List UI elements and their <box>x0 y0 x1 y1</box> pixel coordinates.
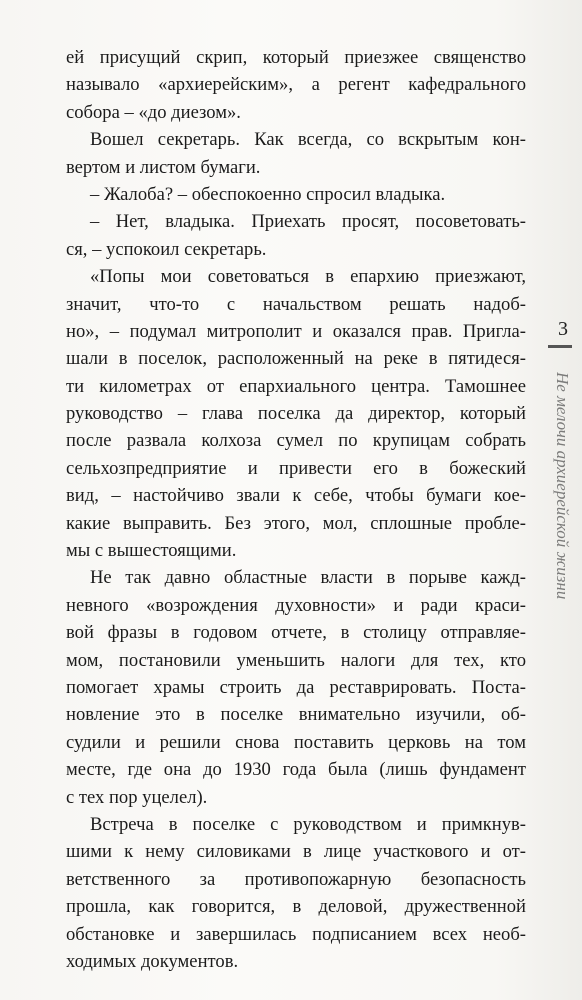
margin-rule <box>548 345 572 348</box>
running-head: Не мелочи архиерейской жизни <box>553 372 572 600</box>
text-line: собора – «до диезом». <box>66 101 241 123</box>
text-line: прошла, как говорится, в деловой, дружественной <box>66 896 526 918</box>
text-line: ходимых документов. <box>66 950 239 972</box>
text-line: шали в поселок, расположенный на реке в пятидеся- <box>66 348 526 370</box>
text-line: шими к нему силовиками в лице участкового и от- <box>66 841 526 863</box>
text-line: после развала колхоза сумел по крупицам собрать <box>66 430 526 452</box>
text-line: вертом и листом бумаги. <box>66 156 261 178</box>
text-line: мы с вышестоящими. <box>66 540 237 562</box>
text-line: невного «возрождения духовности» и ради краси- <box>66 594 526 616</box>
text-line: месте, где она до 1930 года была (лишь фундамент <box>66 759 526 781</box>
text-line: руководство – глава поселка да директор, который <box>66 403 526 425</box>
text-line: обстановке и завершилась подписанием всех необ- <box>66 923 526 945</box>
text-line: значит, что-то с начальством решать надоб- <box>66 293 526 315</box>
text-line: вид, – настойчиво звали к себе, чтобы бумаги кое- <box>66 485 526 507</box>
text-line: но», – подумал митрополит и оказался прав. Пригла- <box>66 320 526 342</box>
text-line: Не так давно областные власти в порыве кажд- <box>90 567 526 589</box>
text-line: мом, постановили уменьшить налоги для тех, кто <box>66 649 526 671</box>
text-line: помогает храмы строить да реставрировать. Поста- <box>66 676 526 698</box>
text-line: ветственного за противопожарную безопасность <box>66 868 526 890</box>
text-line: судили и решили снова поставить церковь на том <box>66 731 526 753</box>
text-line: – Жалоба? – обеспокоенно спросил владыка. <box>90 183 446 205</box>
text-line: вой фразы в годовом отчете, в столицу отправляе- <box>66 622 526 644</box>
text-line: называло «архиерейским», а регент кафедрального <box>66 74 526 96</box>
text-line: с тех пор уцелел). <box>66 786 208 808</box>
body-text <box>66 44 526 975</box>
text-line: Встреча в поселке с руководством и примкнув- <box>90 813 526 835</box>
text-line: «Попы мои советоваться в епархию приезжают, <box>90 266 526 288</box>
text-line: ти километрах от епархиального центра. Тамошнее <box>66 375 526 397</box>
text-line: ся, – успокоил секретарь. <box>66 238 267 260</box>
page-number: 3 <box>558 318 568 340</box>
text-line: Вошел секретарь. Как всегда, со вскрытым кон- <box>90 129 526 151</box>
text-line: какие выправить. Без этого, мол, сплошные пробле- <box>66 512 526 534</box>
text-line: ей присущий скрип, который приезжее священство <box>66 47 526 68</box>
text-line: сельхозпредприятие и привести его в божеский <box>66 457 526 479</box>
text-line: новление это в поселке внимательно изучили, об- <box>66 704 526 726</box>
text-line: – Нет, владыка. Приехать просят, посоветовать- <box>90 211 526 233</box>
